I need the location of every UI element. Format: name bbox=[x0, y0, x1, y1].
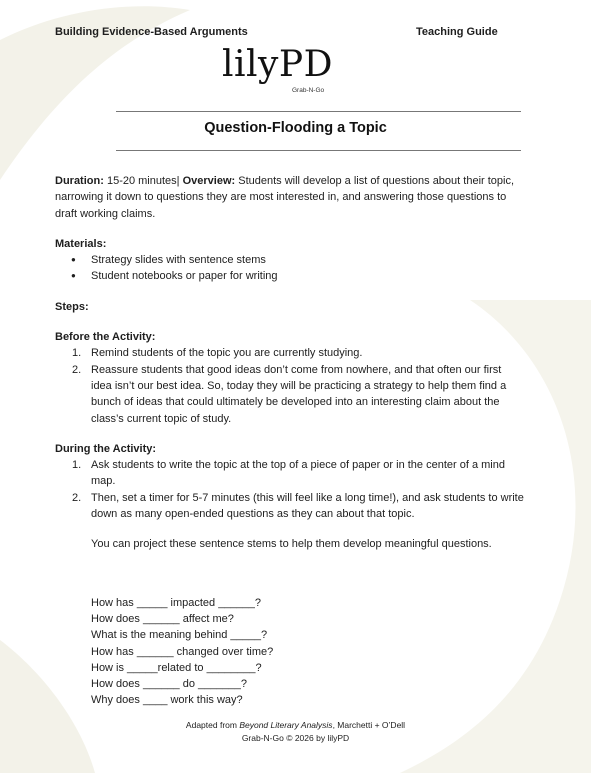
item-text: Remind students of the topic you are currently studying. bbox=[91, 347, 363, 360]
before-list bbox=[55, 345, 525, 426]
sentence-stem: How is _____related to ________? bbox=[91, 661, 262, 674]
sentence-stem: How has ______ changed over time? bbox=[91, 645, 274, 658]
lilypd-logo: lilyPD bbox=[222, 44, 333, 85]
sentence-stem: Why does ____ work this way? bbox=[91, 694, 243, 707]
title-divider bbox=[116, 150, 521, 151]
steps-heading: Steps: bbox=[55, 300, 89, 313]
header-doc-type: Teaching Guide bbox=[416, 26, 498, 38]
book-title: Beyond Literary Analysis bbox=[239, 720, 333, 730]
book-authors: , Marchetti + O’Dell bbox=[332, 720, 406, 730]
attribution-prefix: Adapted from bbox=[185, 720, 237, 730]
item-text: Ask students to write the topic at the top of a piece of paper or in the center of a mind map. bbox=[91, 459, 505, 488]
materials-item: ● Student notebooks or paper for writing bbox=[55, 268, 525, 284]
item-number: 2. bbox=[72, 363, 82, 376]
duration-value: 15-20 minutes| bbox=[106, 175, 180, 187]
item-number: 2. bbox=[72, 491, 82, 504]
before-item bbox=[55, 345, 525, 361]
before-heading: Before the Activity: bbox=[55, 331, 156, 344]
sentence-stem: How does ______ do _______? bbox=[91, 678, 247, 691]
attribution bbox=[0, 719, 591, 732]
guide-body bbox=[55, 173, 525, 709]
materials-heading: Materials: bbox=[55, 237, 107, 250]
overview-text: Students will develop a list of questions about their topic, narrowing it down to questions they are most interested in, and answering those questions to draft working claims. bbox=[55, 175, 515, 220]
top-divider bbox=[116, 111, 521, 112]
sentence-stem: How does ______ affect me? bbox=[91, 612, 234, 625]
item-number: 1. bbox=[72, 459, 82, 472]
sentence-stem: How has _____ impacted ______? bbox=[91, 596, 262, 609]
page-title: Question-Flooding a Topic bbox=[204, 120, 387, 136]
page-footer bbox=[0, 719, 591, 744]
overview-paragraph bbox=[55, 173, 525, 222]
logo-subtitle: Grab-N-Go bbox=[292, 87, 325, 94]
during-item bbox=[55, 457, 525, 490]
sentence-stem: What is the meaning behind _____? bbox=[91, 629, 268, 642]
before-item bbox=[55, 362, 525, 427]
item-number: 1. bbox=[72, 347, 82, 360]
during-item bbox=[55, 490, 525, 523]
materials-list bbox=[55, 252, 525, 285]
during-heading: During the Activity: bbox=[55, 442, 157, 455]
sentence-stem-note: You can project these sentence stems to help them develop meaningful questions. bbox=[91, 538, 492, 551]
during-list bbox=[55, 457, 525, 522]
duration-label: Duration: bbox=[55, 175, 104, 187]
item-text: Reassure students that good ideas don’t come from nowhere, and that often our first idea isn’t our best idea. So, today they will be practicing a strategy to help them find a bunch of ideas that could ultimately be developed into an interesting claim about the class’s current topic of study. bbox=[91, 363, 507, 425]
overview-label: Overview: bbox=[182, 175, 236, 187]
materials-item: ● Strategy slides with sentence stems bbox=[55, 252, 525, 268]
copyright: Grab-N-Go © 2026 by lilyPD bbox=[241, 732, 350, 743]
header-series-title: Building Evidence-Based Arguments bbox=[55, 26, 248, 38]
sentence-stems bbox=[55, 595, 525, 709]
item-text: Then, set a timer for 5-7 minutes (this will feel like a long time!), and ask students to write down as many open-ended questions as they can about that topic. bbox=[91, 491, 524, 521]
